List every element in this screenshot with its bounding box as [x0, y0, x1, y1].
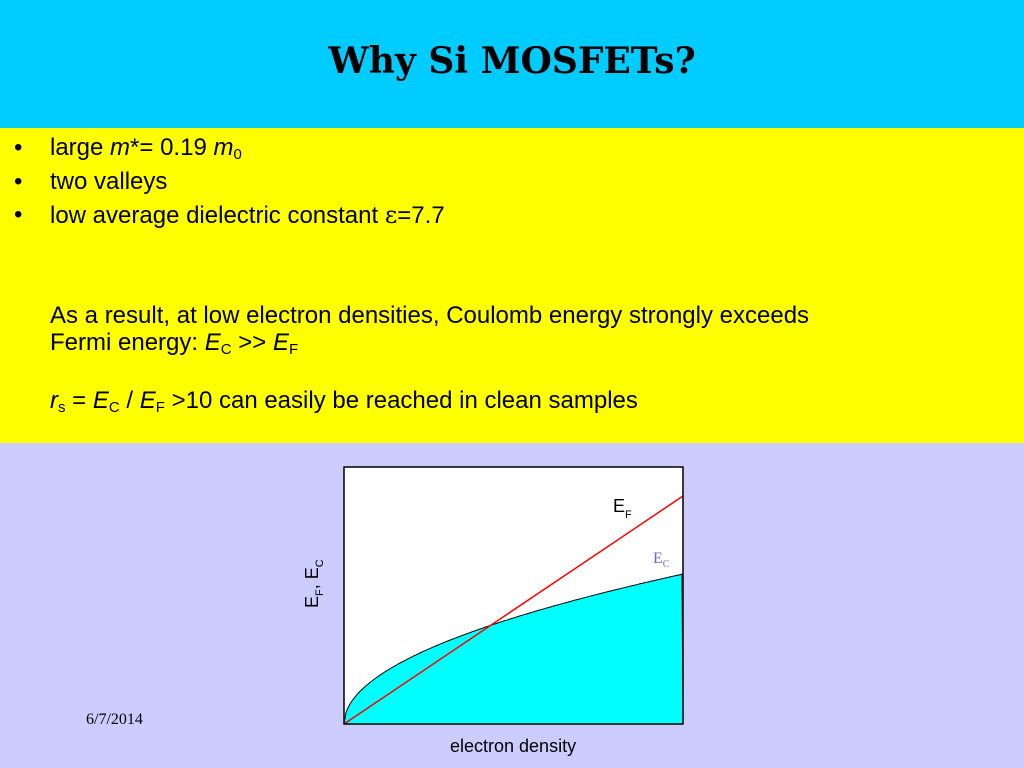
ec-symbol: E	[92, 387, 109, 414]
ef-subscript: F	[288, 341, 299, 358]
ef-symbol: E	[139, 387, 156, 414]
rs-symbol: r	[50, 387, 58, 414]
ec-subscript: C	[108, 399, 120, 416]
slash: /	[119, 387, 140, 414]
slide-date: 6/7/2014	[86, 711, 143, 728]
equals: =	[65, 387, 93, 414]
y-label-ef: E	[302, 595, 322, 608]
y-label-comma: ,	[302, 579, 322, 590]
bullet-text: large	[50, 134, 111, 161]
dielectric-value: =7.7	[397, 202, 445, 229]
ec-symbol: E	[204, 329, 221, 356]
fermi-energy-text: Fermi energy:	[50, 329, 205, 356]
paragraph-line: As a result, at low electron densities, Coulomb energy strongly exceeds	[50, 302, 810, 329]
mass-symbol: m	[110, 134, 131, 161]
bullet-glyph: •	[14, 168, 23, 195]
mass-unit: m	[213, 134, 234, 161]
ef-label-sub: F	[625, 509, 632, 521]
mass-value: = 0.19	[139, 134, 214, 161]
rs-subscript: s	[58, 399, 66, 416]
ef-label-main: E	[613, 496, 626, 516]
ef-symbol: E	[272, 329, 289, 356]
ef-subscript: F	[155, 399, 165, 416]
star: *	[130, 134, 140, 161]
epsilon-symbol: ε	[384, 201, 398, 229]
slide-title: Why Si MOSFETs?	[328, 40, 696, 82]
bullet-glyph: •	[14, 201, 23, 228]
much-greater: >>	[231, 329, 273, 356]
y-label-ec-sub: C	[314, 559, 326, 568]
x-axis-label: electron density	[450, 736, 577, 756]
y-label-ef-sub: F	[314, 589, 326, 596]
y-axis-label	[302, 559, 326, 608]
bullet-glyph: •	[14, 134, 23, 161]
ec-subscript: C	[220, 341, 232, 358]
rs-statement: >10 can easily be reached in clean samples	[164, 387, 638, 414]
y-label-ec: E	[302, 567, 322, 580]
ec-label-sub: C	[662, 559, 670, 570]
ec-label-main: E	[653, 550, 663, 567]
mass-unit-subscript: 0	[233, 146, 242, 163]
bullet-two-valleys: two valleys	[50, 168, 168, 195]
bullet-text: low average dielectric constant	[50, 202, 385, 229]
